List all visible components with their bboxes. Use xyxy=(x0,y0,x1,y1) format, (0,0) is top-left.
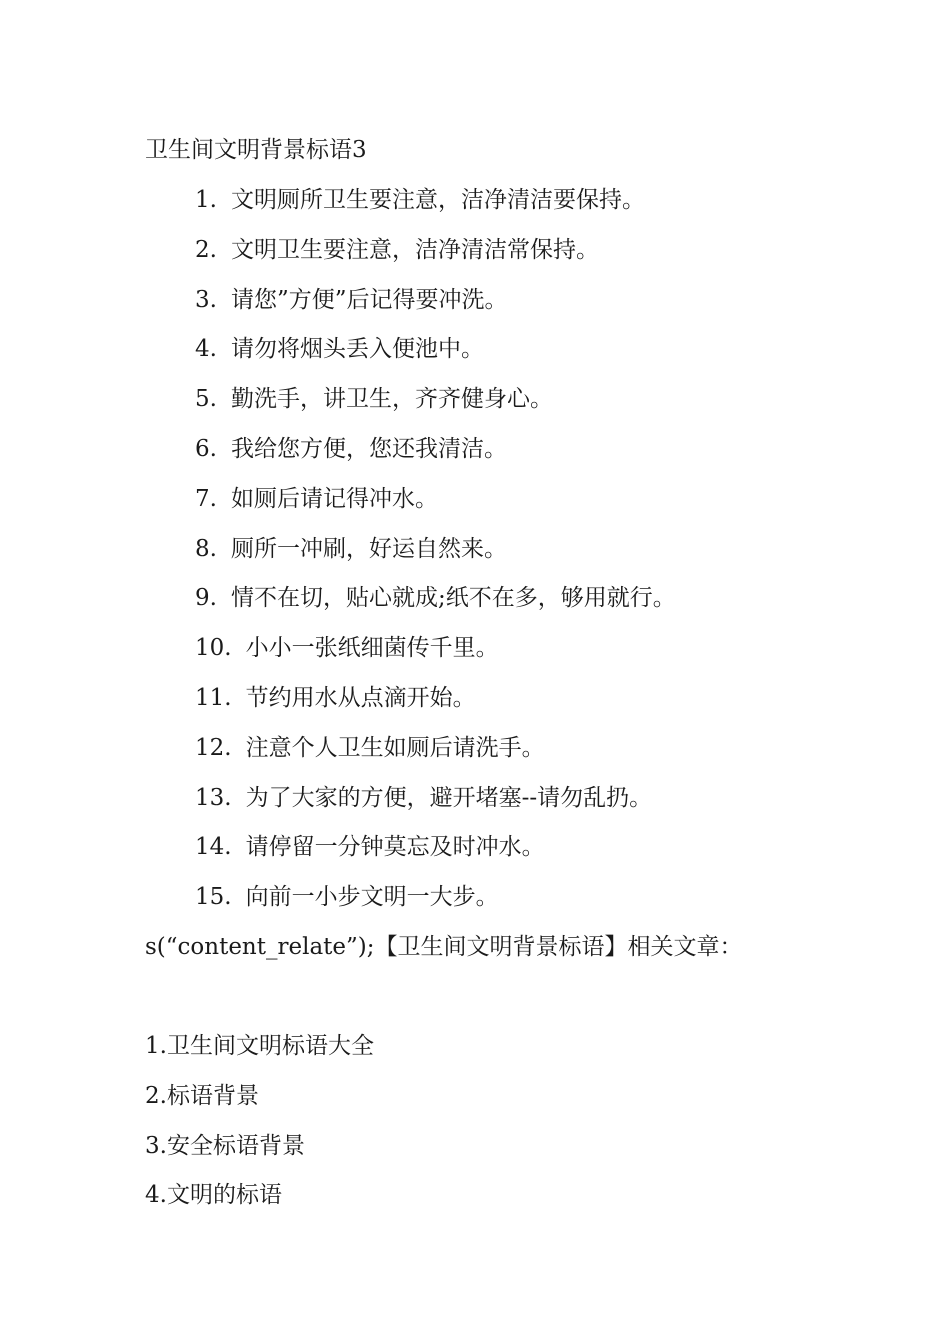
item-number: 14. xyxy=(195,834,232,861)
related-article-link[interactable]: 1.卫生间文明标语大全 xyxy=(145,1033,374,1059)
list-item xyxy=(195,532,676,582)
item-text: 为了大家的方便，避开堵塞--请勿乱扔。 xyxy=(245,784,653,811)
item-number: 5. xyxy=(195,386,217,413)
item-text: 注意个人卫生如厕后请洗手。 xyxy=(245,734,545,761)
item-number: 7. xyxy=(195,485,217,512)
list-item xyxy=(195,681,676,731)
list-item xyxy=(195,332,676,382)
item-text: 请勿将烟头丢入便池中。 xyxy=(230,336,484,363)
item-number: 10. xyxy=(195,635,232,662)
item-text: 如厕后请记得冲水。 xyxy=(230,485,438,512)
item-number: 12. xyxy=(195,734,232,761)
item-text: 请您”方便”后记得要冲洗。 xyxy=(230,286,508,313)
list-item xyxy=(195,830,676,880)
related-articles-list xyxy=(145,1029,374,1228)
slogan-list xyxy=(195,183,676,930)
item-number: 1. xyxy=(195,187,217,213)
item-number: 15. xyxy=(195,884,232,911)
related-article-link[interactable]: 3.安全标语背景 xyxy=(145,1132,305,1159)
item-number: 13. xyxy=(195,784,232,811)
list-item xyxy=(195,233,676,283)
list-item xyxy=(195,183,676,233)
item-text: 厕所一冲刷，好运自然来。 xyxy=(230,535,507,562)
item-number: 2. xyxy=(195,236,217,263)
item-text: 情不在切，贴心就成;纸不在多，够用就行。 xyxy=(230,585,676,612)
item-number: 11. xyxy=(195,684,232,711)
item-number: 4. xyxy=(195,336,217,363)
related-article-link[interactable]: 2.标语背景 xyxy=(145,1082,259,1109)
list-item xyxy=(195,581,676,631)
list-item xyxy=(195,482,676,532)
item-text: 勤洗手，讲卫生，齐齐健身心。 xyxy=(230,386,553,413)
item-text: 我给您方便，您还我清洁。 xyxy=(230,435,507,462)
list-item xyxy=(195,631,676,681)
item-text: 小小一张纸细菌传千里。 xyxy=(245,635,499,662)
item-text: 向前一小步文明一大步。 xyxy=(245,884,499,911)
item-number: 9. xyxy=(195,585,217,612)
item-text: 节约用水从点滴开始。 xyxy=(245,684,476,711)
item-number: 8. xyxy=(195,535,217,562)
item-text: 请停留一分钟莫忘及时冲水。 xyxy=(245,834,545,861)
list-item xyxy=(195,781,676,831)
item-text: 文明卫生要注意，洁净清洁常保持。 xyxy=(230,236,599,263)
list-item xyxy=(195,382,676,432)
related-articles-heading: s(“content_relate”);【卫生间文明背景标语】相关文章： xyxy=(145,934,743,960)
list-item xyxy=(195,731,676,781)
related-article-link[interactable]: 4.文明的标语 xyxy=(145,1182,282,1209)
item-number: 6. xyxy=(195,435,217,462)
list-item xyxy=(195,432,676,482)
document-title: 卫生间文明背景标语3 xyxy=(145,137,367,163)
list-item xyxy=(195,283,676,333)
item-text: 文明厕所卫生要注意，洁净清洁要保持。 xyxy=(230,187,645,213)
item-number: 3. xyxy=(195,286,217,313)
